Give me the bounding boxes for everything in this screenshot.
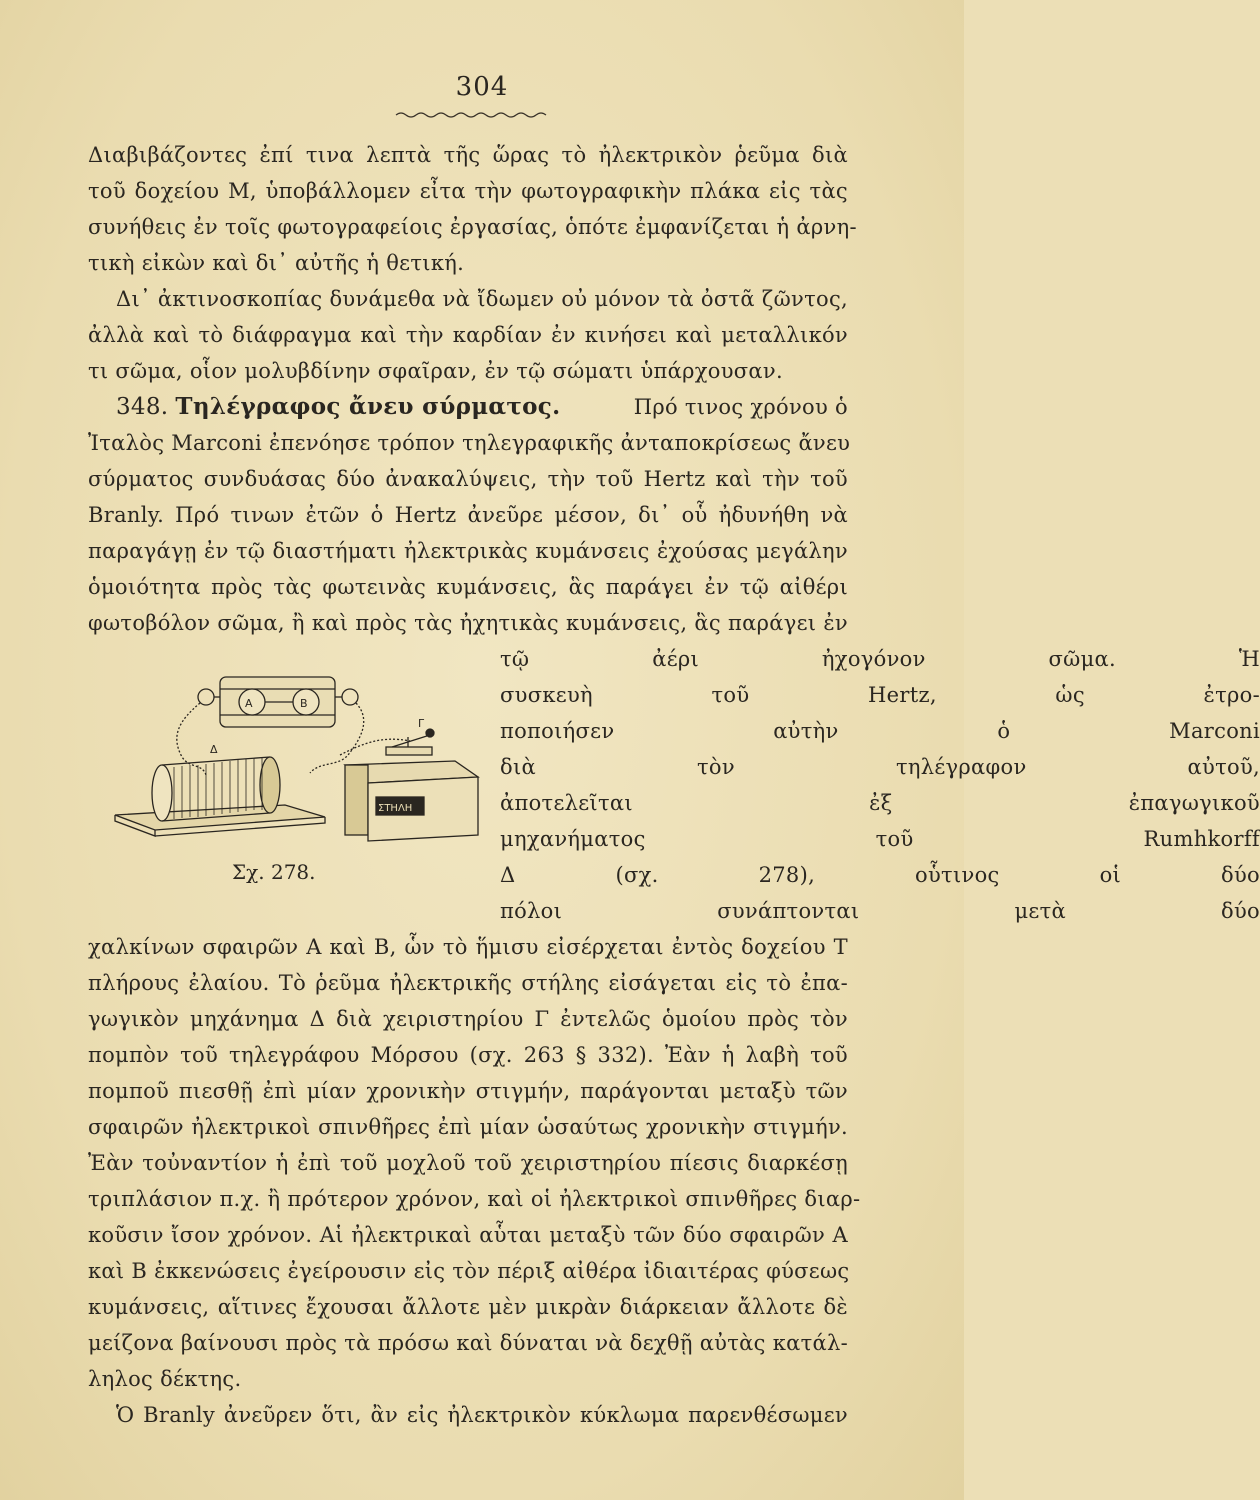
- text-line: τι σῶμα, οἷον μολυβδίνην σφαῖραν, ἐν τῷ σώματι ὑπάρχουσαν.: [88, 359, 783, 383]
- text-line: Δ (σχ. 278), οὗτινος οἱ δύο: [500, 863, 1260, 887]
- label-gamma: Γ: [418, 717, 425, 730]
- text-line: μείζονα βαίνουσι πρὸς τὰ πρόσω καὶ δύναται νὰ δεχθῇ αὐτὰς κατάλ-: [88, 1331, 848, 1355]
- label-stili: ΣΤΗΛΗ: [378, 803, 413, 814]
- text-line: χαλκίνων σφαιρῶν Α καὶ Β, ὧν τὸ ἥμισυ εἰσέρχεται ἐντὸς δοχείου Τ: [88, 935, 848, 959]
- text-line: ἀποτελεῖται ἐξ ἐπαγωγικοῦ: [500, 791, 1260, 815]
- text-line: γωγικὸν μηχάνημα Δ διὰ χειριστηρίου Γ ἐντελῶς ὁμοίου πρὸς τὸν: [88, 1007, 848, 1031]
- section-number: 348.: [116, 394, 169, 420]
- text-line: κοῦσιν ἴσον χρόνον. Αἱ ἠλεκτρικαὶ αὗται μεταξὺ τῶν δύο σφαιρῶν Α: [88, 1223, 848, 1247]
- text-line: σφαιρῶν ἠλεκτρικοὶ σπινθῆρες ἐπὶ μίαν ὡσαύτως χρονικὴν στιγμήν.: [88, 1115, 848, 1139]
- text-line: πόλοι συνάπτονται μετὰ δύο: [500, 899, 1260, 923]
- text-line: καὶ Β ἐκκενώσεις ἐγείρουσιν εἰς τὸν πέριξ αἰθέρα ἰδιαιτέρας φύσεως: [88, 1259, 850, 1283]
- text-line: κυμάνσεις, αἵτινες ἔχουσαι ἄλλοτε μὲν μικρὰν διάρκειαν ἄλλοτε δὲ: [88, 1295, 848, 1319]
- text-line: τικὴ εἰκὼν καὶ δι᾽ αὐτῆς ἡ θετική.: [88, 251, 465, 275]
- text-line: πομποῦ πιεσθῇ ἐπὶ μίαν χρονικὴν στιγμήν, παράγονται μεταξὺ τῶν: [88, 1079, 848, 1103]
- text-line: Ἐὰν τοὐναντίον ἡ ἐπὶ τοῦ μοχλοῦ τοῦ χειριστηρίου πίεσις διαρκέσῃ: [88, 1151, 848, 1175]
- text-line: Δι᾽ ἀκτινοσκοπίας δυνάμεθα νὰ ἴδωμεν οὐ μόνον τὰ ὀστᾶ ζῶντος,: [116, 287, 848, 311]
- text-line: συσκευὴ τοῦ Hertz, ὡς ἐτρο-: [500, 683, 1260, 707]
- text-line: πλήρους ἐλαίου. Τὸ ῥεῦμα ἠλεκτρικῆς στήλης εἰσάγεται εἰς τὸ ἐπα-: [88, 971, 848, 995]
- text-line: τριπλάσιον π.χ. ἢ πρότερον χρόνον, καὶ οἱ ἠλεκτρικοὶ σπινθῆρες διαρ-: [88, 1187, 861, 1211]
- text-line: διὰ τὸν τηλέγραφον αὐτοῦ,: [500, 755, 1260, 779]
- section-first-line: Πρό τινος χρόνου ὁ: [633, 395, 848, 419]
- label-delta: Δ: [210, 743, 218, 756]
- section-heading-line: [116, 392, 848, 422]
- text-line: τοῦ δοχείου Μ, ὑποβάλλομεν εἶτα τὴν φωτογραφικὴν πλάκα εἰς τὰς: [88, 179, 848, 203]
- text-line: σύρματος συνδυάσας δύο ἀνακαλύψεις, τὴν τοῦ Hertz καὶ τὴν τοῦ: [88, 467, 848, 491]
- label-b: Β: [300, 697, 308, 710]
- telegraph-apparatus-illustration: [110, 665, 490, 860]
- text-line: Ἰταλὸς Marconi ἐπενόησε τρόπον τηλεγραφικῆς ἀνταποκρίσεως ἄνευ: [88, 431, 851, 455]
- text-line: τῷ ἀέρι ἠχογόνον σῶμα. Ἡ: [500, 647, 1260, 671]
- text-line: μηχανήματος τοῦ Rumhkorff: [500, 827, 1260, 851]
- figure-caption: Σχ. 278.: [232, 860, 316, 884]
- label-a: Α: [245, 697, 253, 710]
- text-line: φωτοβόλον σῶμα, ἢ καὶ πρὸς τὰς ἠχητικὰς κυμάνσεις, ἃς παράγει ἐν: [88, 611, 848, 635]
- text-line: Branly. Πρό τινων ἐτῶν ὁ Hertz ἀνεῦρε μέσον, δι᾽ οὗ ἠδυνήθη νὰ: [88, 503, 848, 527]
- section-title: Τηλέγραφος ἄνευ σύρματος.: [175, 393, 561, 420]
- text-line: ποποιήσεν αὐτὴν ὁ Marconi: [500, 719, 1260, 743]
- text-line: ληλος δέκτης.: [88, 1367, 242, 1391]
- text-line: ὁμοιότητα πρὸς τὰς φωτεινὰς κυμάνσεις, ἃς παράγει ἐν τῷ αἰθέρι: [88, 575, 848, 599]
- text-line: Ὁ Branly ἀνεῦρεν ὅτι, ἂν εἰς ἠλεκτρικὸν κύκλωμα παρενθέσωμεν: [116, 1403, 848, 1427]
- terminal-right: [342, 689, 358, 705]
- decorative-rule: [396, 110, 546, 120]
- page-number: 304: [455, 72, 509, 102]
- text-line: παραγάγῃ ἐν τῷ διαστήματι ἠλεκτρικὰς κυμάνσεις ἐχούσας μεγάλην: [88, 539, 848, 563]
- text-line: Διαβιβάζοντες ἐπί τινα λεπτὰ τῆς ὥρας τὸ ἠλεκτρικὸν ῥεῦμα διὰ: [88, 143, 848, 167]
- text-line: συνήθεις ἐν τοῖς φωτογραφείοις ἐργασίας, ὁπότε ἐμφανίζεται ἡ ἀρνη-: [88, 215, 857, 239]
- text-line: ἀλλὰ καὶ τὸ διάφραγμα καὶ τὴν καρδίαν ἐν κινήσει καὶ μεταλλικόν: [88, 323, 848, 347]
- terminal-left: [198, 689, 214, 705]
- text-line: πομπὸν τοῦ τηλεγράφου Μόρσου (σχ. 263 § 332). Ἐὰν ἡ λαβὴ τοῦ: [88, 1043, 848, 1067]
